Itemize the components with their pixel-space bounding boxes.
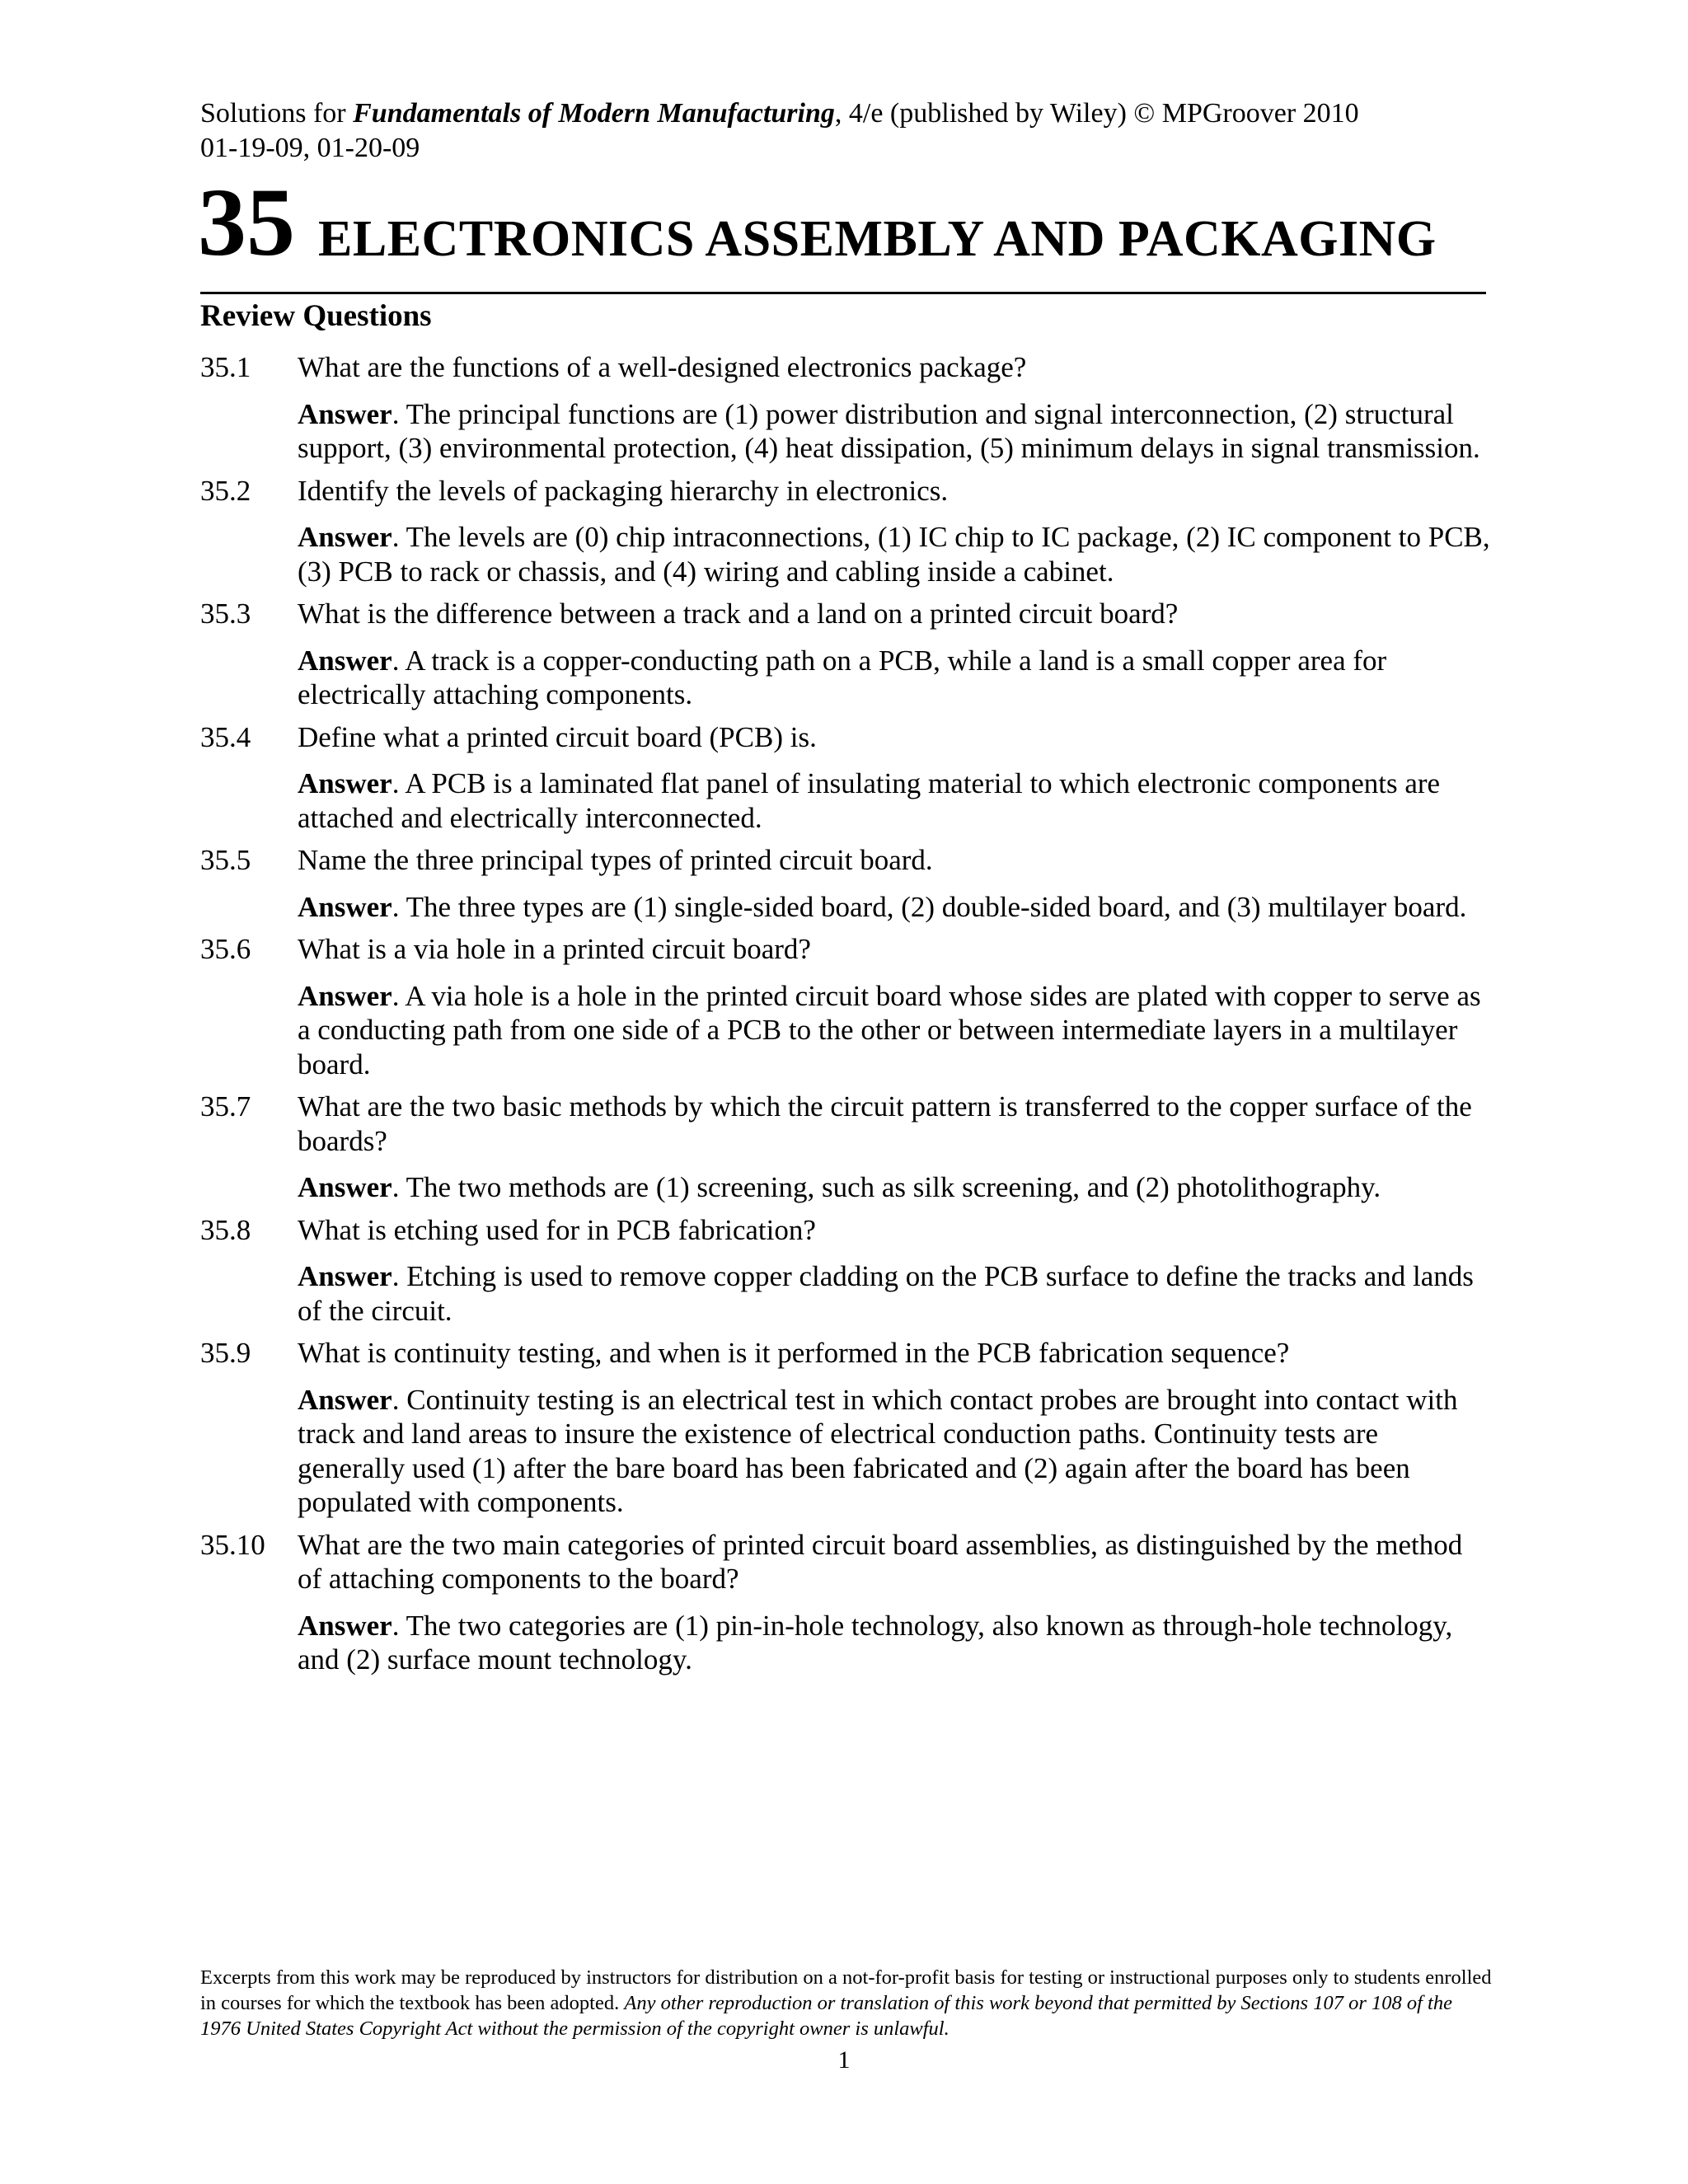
header-suffix: , 4/e (published by Wiley) © MPGroover 2010 <box>834 98 1359 129</box>
answer-text: . A via hole is a hole in the printed circuit board whose sides are plated with copper to serve as a conducting path from one side of a PCB to the other or between intermediate layers in a multilayer board. <box>298 979 1481 1080</box>
answer-text: . A track is a copper-conducting path on a PCB, while a land is a small copper area for electrically attaching components. <box>298 644 1387 710</box>
question-block <box>200 720 1490 836</box>
question-block <box>200 843 1490 924</box>
answer-text: . Continuity testing is an electrical test in which contact probes are brought into contact with track and land areas to insure the existence of electrical conduction paths. Continuity tests are generally used (1) after the bare board has been fabricated and (2) again after the board has been populated with components. <box>298 1383 1458 1518</box>
header-book-title: Fundamentals of Modern Manufacturing <box>353 98 835 129</box>
question-row <box>200 843 1490 878</box>
question-row <box>200 1213 1490 1248</box>
question-block <box>200 932 1490 1081</box>
question-text: Name the three principal types of printed circuit board. <box>298 844 933 876</box>
answer-row <box>200 979 1490 1082</box>
answer-label: Answer <box>298 767 392 799</box>
answer-text: . The principal functions are (1) power distribution and signal interconnection, (2) structural support, (3) environmental protection, (4) heat dissipation, (5) minimum delays in signal transmission. <box>298 397 1480 464</box>
question-text: What are the functions of a well-designed electronics package? <box>298 351 1027 383</box>
copyright-footer <box>200 1965 1494 2041</box>
question-row <box>200 597 1490 631</box>
answer-row <box>200 1383 1490 1520</box>
question-row <box>200 1090 1490 1158</box>
question-number: 35.10 <box>200 1528 265 1561</box>
question-row <box>200 1336 1490 1371</box>
question-row <box>200 474 1490 509</box>
question-number: 35.1 <box>200 351 251 383</box>
question-text: What is a via hole in a printed circuit board? <box>298 933 811 965</box>
question-text: Identify the levels of packaging hierarchy in electronics. <box>298 474 949 507</box>
answer-label: Answer <box>298 644 392 677</box>
answer-text: . The two methods are (1) screening, such as silk screening, and (2) photolithography. <box>392 1171 1381 1203</box>
answer-label: Answer <box>298 1383 392 1416</box>
answer-text: . The three types are (1) single-sided board, (2) double-sided board, and (3) multilayer board. <box>392 890 1467 923</box>
answer-row <box>200 520 1490 588</box>
answer-text: . A PCB is a laminated flat panel of insulating material to which electronic components are attached and electrically interconnected. <box>298 767 1441 834</box>
answer-row <box>200 1170 1490 1205</box>
answer-row <box>200 397 1490 466</box>
answer-label: Answer <box>298 1260 392 1292</box>
answer-label: Answer <box>298 397 392 430</box>
answer-text: . The levels are (0) chip intraconnections, (1) IC chip to IC package, (2) IC component to PCB, (3) PCB to rack or chassis, and (4) wiring and cabling inside a cabinet. <box>298 521 1490 588</box>
page-number: 1 <box>837 2046 851 2074</box>
chapter-number: 35 <box>198 168 295 276</box>
question-number: 35.4 <box>200 720 251 753</box>
question-block <box>200 1528 1490 1677</box>
question-row <box>200 720 1490 755</box>
question-text: What is continuity testing, and when is it performed in the PCB fabrication sequence? <box>298 1337 1290 1369</box>
question-block <box>200 1090 1490 1205</box>
footer-italic-text: Any other reproduction or translation of this work beyond that permitted by Sections 107 or 108 of the 1976 United States Copyright Act without the permission of the copyright owner is unlawful. <box>200 1992 1452 2040</box>
question-text: Define what a printed circuit board (PCB) is. <box>298 720 817 753</box>
question-block <box>200 474 1490 589</box>
question-number: 35.8 <box>200 1213 251 1246</box>
question-number: 35.7 <box>200 1090 251 1122</box>
title-rule <box>200 292 1486 294</box>
answer-row <box>200 766 1490 835</box>
question-block <box>200 350 1490 466</box>
question-text: What is etching used for in PCB fabrication? <box>298 1213 816 1246</box>
question-number: 35.3 <box>200 598 251 630</box>
question-row <box>200 1528 1490 1596</box>
header-prefix: Solutions for <box>200 98 354 129</box>
answer-text: . The two categories are (1) pin-in-hole technology, also known as through-hole technology, and (2) surface mount technology. <box>298 1609 1453 1675</box>
question-block <box>200 1213 1490 1329</box>
answer-label: Answer <box>298 979 392 1012</box>
question-number: 35.6 <box>200 933 251 965</box>
answer-label: Answer <box>298 1609 392 1642</box>
question-text: What is the difference between a track and a land on a printed circuit board? <box>298 598 1179 630</box>
answer-text: . Etching is used to remove copper cladding on the PCB surface to define the tracks and lands of the circuit. <box>298 1260 1474 1327</box>
header-dates: 01-19-09, 01-20-09 <box>200 133 420 163</box>
answer-label: Answer <box>298 521 392 553</box>
chapter-title: ELECTRONICS ASSEMBLY AND PACKAGING <box>318 211 1437 267</box>
section-heading: Review Questions <box>200 299 432 333</box>
question-block <box>200 597 1490 712</box>
question-block <box>200 1336 1490 1520</box>
question-list <box>200 350 1490 1685</box>
question-number: 35.5 <box>200 844 251 876</box>
answer-row <box>200 644 1490 712</box>
question-text: What are the two main categories of printed circuit board assemblies, as distinguished by the method of attaching components to the board? <box>298 1528 1463 1595</box>
answer-label: Answer <box>298 890 392 923</box>
question-number: 35.2 <box>200 474 251 507</box>
question-row <box>200 932 1490 967</box>
question-row <box>200 350 1490 385</box>
answer-row <box>200 1259 1490 1328</box>
footer-plain-text: Excerpts from this work may be reproduced by instructors for distribution on a not-for-profit basis for testing or instructional purposes only to students enrolled in courses for which the textbook has been adopted. <box>200 1966 1492 2014</box>
answer-row <box>200 1609 1490 1677</box>
question-number: 35.9 <box>200 1337 251 1369</box>
question-text: What are the two basic methods by which the circuit pattern is transferred to the copper surface of the boards? <box>298 1090 1472 1157</box>
answer-label: Answer <box>298 1171 392 1203</box>
answer-row <box>200 890 1490 925</box>
running-header <box>200 97 1359 130</box>
